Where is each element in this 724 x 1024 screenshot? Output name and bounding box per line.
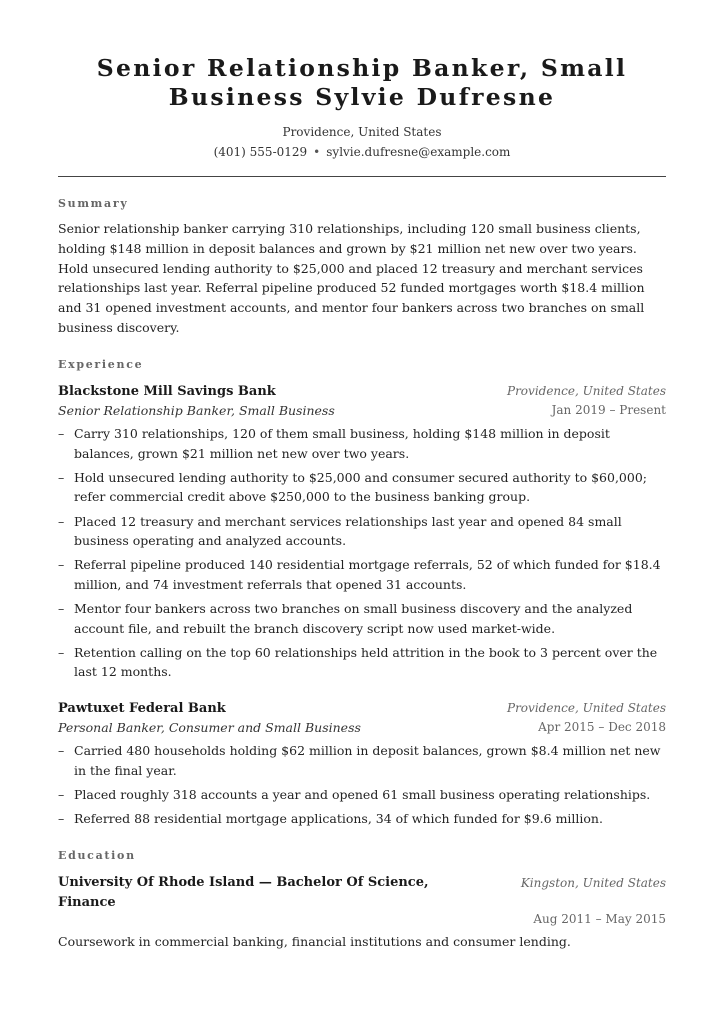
contact-email: sylvie.dufresne@example.com (326, 145, 511, 159)
summary-text: Senior relationship banker carrying 310 relationships, including 120 small business clients, holding $148 million in deposit balances and grown by $21 million net new over two years. Hold unsecured lending authority to $25,000 and placed 12 treasury and merchant services relationships last year. Referral pipeline produced 52 funded mortgages worth $18.4 million and 31 opened investment accounts, and mentor four bankers across two branches on small business discovery. (58, 221, 645, 335)
bullet-text: Retention calling on the top 60 relationships held attrition in the book to 3 percent over the last 12 months. (74, 644, 658, 680)
bullet-marker: – (58, 786, 65, 802)
page-title: Senior Relationship Banker, Small Business Sylvie Dufresne (96, 54, 628, 111)
job-location: Providence, United States (507, 384, 666, 398)
header-divider (58, 176, 666, 177)
bullet-marker: – (58, 743, 65, 758)
education-dates: Aug 2011 – May 2015 (533, 912, 666, 926)
bullet-item (58, 424, 666, 463)
contact-location: Providence, United States (282, 125, 442, 139)
bullet-text: Placed roughly 318 accounts a year and opened 61 small business operating relationships. (74, 786, 651, 802)
education-location: Kingston, United States (520, 876, 666, 890)
bullet-item (58, 599, 666, 638)
job-bullets (58, 741, 666, 833)
job-role: Senior Relationship Banker, Small Business (58, 403, 335, 418)
job-dates: Jan 2019 – Present (551, 403, 666, 417)
bullet-item (58, 468, 666, 507)
bullet-marker: – (58, 426, 65, 441)
contact-line (58, 144, 666, 160)
education-org: University Of Rhode Island — Bachelor Of Science, Finance (58, 875, 429, 910)
bullet-text: Mentor four bankers across two branches on small business discovery and the analyzed account file, and rebuilt the branch discovery script now used market-wide. (74, 601, 633, 636)
bullet-marker: – (58, 601, 65, 617)
bullet-text: Hold unsecured lending authority to $25,000 and consumer secured authority to $60,000; refer commercial credit above $250,000 to the business banking group. (74, 469, 647, 505)
bullet-marker: – (58, 557, 65, 573)
job-dates: Apr 2015 – Dec 2018 (538, 720, 666, 734)
bullet-text: Referred 88 residential mortgage applications, 34 of which funded for $9.6 million. (74, 811, 603, 827)
bullet-text: Placed 12 treasury and merchant services relationships last year and opened 84 small business operating and analyzed accounts. (74, 513, 622, 549)
bullet-item (58, 643, 666, 682)
bullet-text: Referral pipeline produced 140 residential mortgage referrals, 52 of which funded for $18.4 million, and 74 investment referrals that opened 31 accounts. (74, 557, 661, 592)
contact-separator: • (313, 145, 321, 159)
contact-phone: (401) 555-0129 (213, 145, 308, 159)
bullet-marker: – (58, 513, 65, 529)
bullet-item (58, 785, 666, 805)
experience-heading: Experience (58, 358, 144, 371)
bullet-item (58, 555, 666, 594)
education-text: Coursework in commercial banking, financial institutions and consumer lending. (58, 934, 571, 949)
summary-heading: Summary (58, 197, 129, 210)
job-org: Pawtuxet Federal Bank (58, 701, 226, 716)
bullet-item (58, 512, 666, 551)
bullet-marker: – (58, 469, 65, 485)
job-role: Personal Banker, Consumer and Small Business (58, 720, 361, 735)
bullet-item (58, 741, 666, 780)
bullet-text: Carried 480 households holding $62 million in deposit balances, grown $8.4 million net new in the final year. (74, 743, 661, 778)
job-org: Blackstone Mill Savings Bank (58, 384, 276, 399)
bullet-item (58, 809, 666, 829)
education-heading: Education (58, 849, 136, 862)
job-location: Providence, United States (507, 701, 666, 715)
bullet-marker: – (58, 811, 65, 827)
bullet-marker: – (58, 644, 65, 660)
bullet-text: Carry 310 relationships, 120 of them small business, holding $148 million in deposit balances, grown $21 million net new over two years. (74, 426, 610, 461)
job-bullets (58, 424, 666, 687)
